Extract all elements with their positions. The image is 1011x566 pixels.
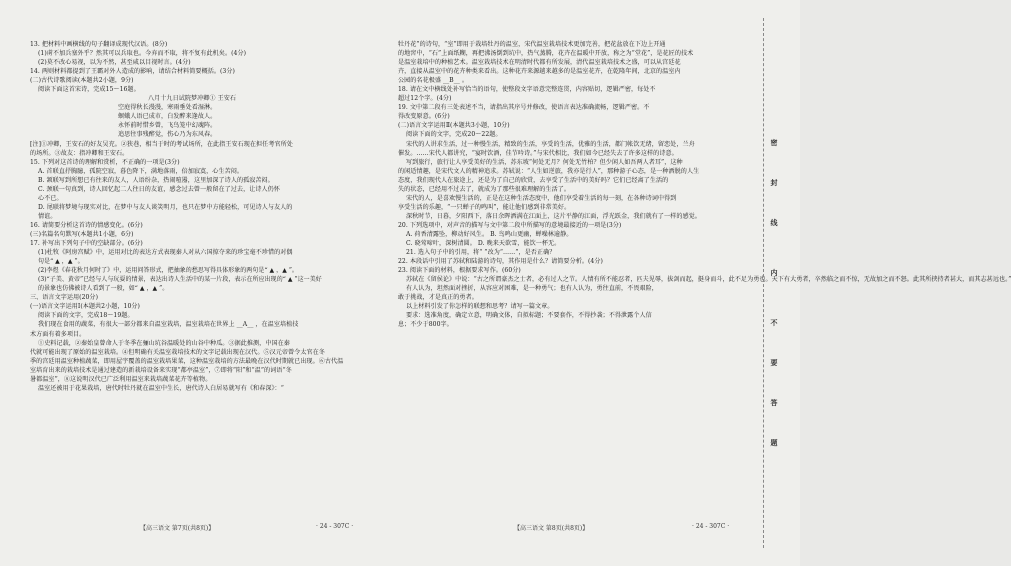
text-line: 苏轼在《留侯论》中说：“古之所谓豪杰之士者，必有过人之节。人情有所不能忍者，匹夫见辱，拔剑而起，挺身而斗，此不足为勇也。天下有大勇者，卒然临之而不惊，无故加之而不怒。此其所挟持者甚大，而其志甚远也。” — [406, 276, 1011, 284]
text-line: 17. 补写出下列句子中的空缺部分。(6分) — [30, 240, 143, 248]
text-line: 宋代的人，是喜欢慢生活的，正是在这种生活态度中，他们享受着生活的每一刻，在各种诗词中得到 — [406, 194, 677, 202]
text-line: 得改变原意。(6分) — [398, 113, 450, 121]
text-line: (1)虏不加兵塞外乎？然其可以兵取也。今弃而不取，将不复有此机矣。(4分) — [38, 50, 247, 58]
seal-dashed-line — [763, 18, 764, 548]
left-page-code: · 24 - 307C · — [316, 523, 354, 530]
text-line: 卉，直接从温室中的花卉种类来看出。这种花卉来源越来越多的是温室花卉，在乾隆年间，北京的温室内 — [398, 68, 681, 76]
right-page-footer: 【高三语文 第8页(共8页)】 — [514, 525, 589, 532]
text-line: (二)语言文字运用Ⅱ(本题共3小题，10分) — [398, 122, 510, 130]
text-line: 心不已。 — [38, 194, 63, 202]
text-line: 15. 下列对这首诗的理解和赏析，不正确的一项是(3分) — [30, 158, 180, 166]
text-line: 术方面有着多项目。 — [30, 330, 86, 338]
text-line: 螟蛾人语已成市，白发醉来逢故人。 — [118, 113, 217, 121]
text-line: 18. 请在文中横线处补写恰当的语句，使整段文字语意完整连贯，内容贴切，逻辑严密，每处不 — [398, 86, 656, 94]
text-line: 息；不少于800字。 — [398, 321, 453, 329]
text-line: 14. 两则材料都提到了王霸对外人造成的影响，请结合材料简要概括。(3分) — [30, 68, 235, 76]
text-line: 情谊。 — [38, 212, 57, 220]
text-line: D. 尾联将梦境与现实对比，在梦中与友人谈笑明月，也只在梦中方能轻松，可见诗人与友人的 — [38, 203, 293, 211]
text-line: 16. 请简要分析这首诗的情感变化。(6分) — [30, 221, 143, 229]
text-line: 的场所。③故友：指冲卿和王安石。 — [30, 149, 129, 157]
text-line: 的景象也仿佛被诗人看到了一般，如“ ▲ ，▲ ”。 — [38, 285, 169, 293]
text-line: 阅读下面的文字，完成20～22题。 — [406, 131, 502, 139]
text-line: 八月十九日试院梦冲卿① 王安石 — [148, 95, 236, 103]
text-line: 失的状态，已经用不过去了，就成为了那些很难理解的生活了。 — [398, 185, 571, 193]
text-line: 的闲适情趣，是宋代文人的精神追求。苏轼说：“人生如逆旅，我亦是行人”，那种游子心态，是一种洒脱的人生 — [398, 167, 700, 175]
text-line: 有人认为，坦然面对挫折，从容应对困难，是一种勇气；也有人认为，勇往直前，不畏艰险， — [406, 285, 658, 293]
left-page-column — [30, 40, 376, 393]
text-line: 追思往事残醉觉，伤心乃为东风春。 — [118, 131, 217, 139]
text-line: 23. 阅读下面的材料，根据要求写作。(60分) — [398, 267, 521, 275]
right-page-code: · 24 - 307C · — [692, 523, 730, 530]
seal-label: 答 — [770, 398, 778, 407]
text-line: 以上材料引发了你怎样的联想和思考？请写一篇文章。 — [406, 303, 554, 311]
text-line: 态度，我们现代人在旅途上，还是为了自己的欣赏，去享受了生活中的美好吗？它们已经离了生活的 — [398, 176, 669, 184]
text-line: 公园的名花极盛 __B__ 。 — [398, 77, 469, 85]
left-page-footer: 【高三语文 第7页(共8页)】 — [140, 525, 215, 532]
text-line: (2)莫不改心易视，以为不然，甚至咸以目视时言。(4分) — [38, 59, 191, 67]
text-line: 室培育出来的栽培技术是通过建造的新栽培设备来实现“都亭温室”，⑦即将“阳”和“温”的词语“冬 — [30, 366, 292, 374]
text-line: 是温室栽培中的种植艺术。温室栽培技术在明清时代都有所发展，清代温室栽培技术之盛，可以从宫廷花 — [398, 59, 681, 67]
text-line: 句是“ ▲ ，▲ ”。 — [38, 258, 84, 266]
text-line: C. 晓莺啼叶，深树清圆。 D. 晚来天欲雪，能饮一杯无。 — [406, 240, 561, 248]
text-line: [注]①冲卿，王安石的好友吴充。②狭巷，相当于时的考试场所，在此指王安石现在担任考官所处 — [30, 140, 293, 148]
text-line: 超过12个字。(4分) — [398, 95, 452, 103]
text-line: 敢于挑战，才是真正的勇者。 — [398, 294, 478, 302]
text-line: 21. 选入句子中的引用，将“ ”改为“……”，是否正确？ — [406, 249, 556, 257]
text-line: (2)李煜《春花秋月何时了》中，运用问答形式，把抽象的愁思写得具体形象的两句是“ ▲ ，▲ ”。 — [38, 267, 298, 275]
text-line: 催发。……宋代人都讲究，“宴时饮酒，佳节吟诗。”与宋代相比，我们如今已经失去了许多这样的诗意。 — [398, 149, 678, 157]
text-line: 20. 下列选项中，对声音的描写与文中第二段中所描写的意境最接近的一项是(3分) — [398, 221, 622, 229]
text-line: 写到旅行，旅行让人享受美好的生活，苏东坡“何处无月？何处无竹柏？但少闲人如吾两人者耳”，这种 — [406, 158, 683, 166]
text-line: 三、语言文字运用(20分) — [30, 294, 99, 302]
text-line: ①史料记载，②秦始皇曾命人于冬季在骊山坑谷温暖处的山谷中种瓜。③据此推测，中国在秦 — [38, 339, 290, 347]
text-line: 阅读下面的文字，完成18～19题。 — [38, 312, 134, 320]
text-line: 享受生活的乐趣，“一只蝉子的鸣叫”，能让他们感到非常美好。 — [398, 203, 571, 211]
text-line: (三)名篇名句默写(本题共1小题，6分) — [30, 230, 134, 238]
text-line: 22. 本段话中引用了苏轼和陆游的诗句，其作用是什么？请简要分析。(4分) — [398, 258, 603, 266]
text-line: 暑都温室”，⑧这说明汉代已广泛利用温室来栽培蔬菜花卉等植物。 — [30, 375, 212, 383]
text-line: 牡丹花”的诗句，“室”即用于栽培牡丹的温室，宋代温室栽培技术更加完善，把花盆放在下边上开通 — [398, 41, 666, 48]
text-line: 我们现在食用的蔬菜，有很大一部分都来自温室栽培，温室栽培在世界上 __A__ ，在温室培植技 — [38, 321, 299, 329]
seal-line-margin — [763, 18, 785, 548]
text-line: 季的宫廷用温室种植蔬菜，即用屋宇覆盖的温室栽培果菜，这种温室栽培的方法最晚在汉代时期就已出现。⑥古代温 — [30, 357, 344, 365]
seal-label: 内 — [770, 268, 778, 277]
text-line: 温室还被用于花果栽培，唐代时牡丹就在温室中生长，唐代诗人白居易就写有《和春深》：“ — [38, 384, 284, 392]
text-line: 宋代的人讲求生活，过一种慢生活，精致的生活，享受的生活，优雅的生活，都门帐饮无绪，留恋处，兰舟 — [406, 140, 695, 148]
seal-label: 要 — [770, 358, 778, 367]
text-line: (一)语言文字运用Ⅰ(本题共2小题，10分) — [30, 303, 140, 311]
text-line: 深秋时节，日暮，夕阳西下，落日余晖洒满在江面上，这片平静的江面，浮光跃金，我们就有了一样的感觉。 — [406, 212, 701, 220]
text-line: (1)杜牧《阿房宫赋》中，运用对比的表达方式表现秦人对从六国掠夺来的珍宝毫不珍惜的对偶 — [38, 249, 293, 257]
text-line: 要求：选准角度，确定立意，明确文体，自拟标题；不要套作，不得抄袭；不得泄露个人信 — [406, 312, 652, 320]
text-line: A. 首联直抒胸臆，孤院空寂，暮色降下，满地落雨，倍加寂寞，心生苦闷。 — [38, 167, 244, 175]
text-line: 阅读下面这首宋诗，完成15～16题。 — [38, 86, 140, 94]
seal-label: 封 — [770, 178, 778, 187]
text-line: 19. 文中第二段有三处表述不当，请指出其序号并修改，使语言表达准确流畅，逻辑严密。不 — [398, 104, 650, 112]
seal-label: 题 — [770, 438, 778, 447]
text-line: 永怀前时惜乡曾，飞鸟笼中幻魂阵。 — [118, 122, 217, 130]
text-line: 空庭得秋长漫漫，寒雨垂处看湿淋。 — [118, 104, 217, 112]
seal-label: 密 — [770, 138, 778, 147]
seal-label: 不 — [770, 318, 778, 327]
text-line: A. 荷香清露坠，柳动好风生。 B. 鸟鸣山更幽，蝉噪林逾静。 — [406, 230, 573, 238]
text-line: C. 颈联一句真到，诗人回忆起二人往日的友谊，感念过去曾一般留在了过去，让诗人仍怀 — [38, 185, 280, 193]
text-line: B. 颔联写到所想已有往来的友人，人语纷杂，热闹喧嚣，这里加深了诗人的孤寂苦闷。 — [38, 176, 274, 184]
text-line: 代就可能出现了原始的温室栽培。④但明确有关温室栽培技术的文字记载出现在汉代。⑤汉元帝曾令太官在冬 — [30, 348, 325, 356]
seal-label: 线 — [770, 218, 778, 227]
text-line: 的地窖中，“石”上面纸糊，再把沸汤倒到坑中，热气蒸腾，花卉在温暖中开放，称之为“堂花”，是花匠的技术 — [398, 50, 694, 58]
text-line: (二)古代诗歌阅读(本题共2小题，9分) — [30, 77, 134, 85]
right-page-column — [398, 40, 1011, 330]
text-line: (3)“子美、黄帝”已经与人与玩耍的情景，表达出诗人生活中的某一片段，表示在所应出现的“ ▲ ”这一美好 — [38, 276, 322, 284]
text-line: 13. 把材料中画横线的句子翻译成现代汉语。(8分) — [30, 41, 168, 48]
